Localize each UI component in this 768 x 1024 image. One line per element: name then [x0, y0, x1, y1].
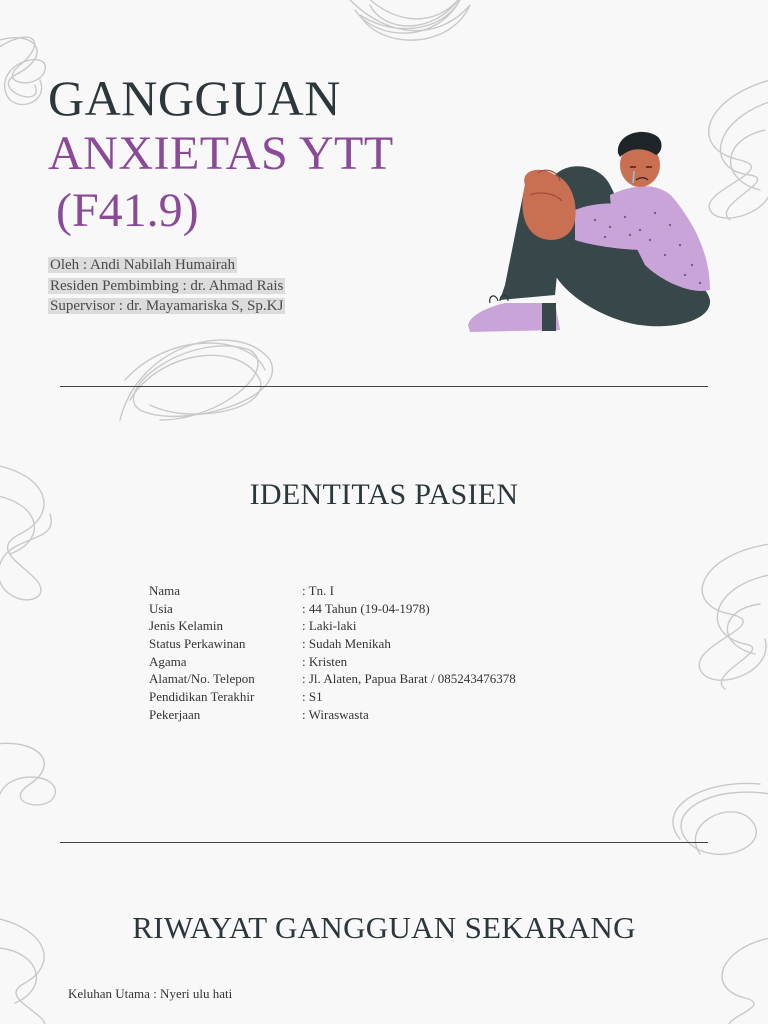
scribble-decoration-bottom-center [100, 300, 290, 432]
history-title: RIWAYAT GANGGUAN SEKARANG [132, 910, 636, 945]
identity-value: : S1 [302, 689, 323, 705]
identity-value: : Laki-laki [302, 618, 357, 634]
credit-resident [48, 276, 285, 297]
scribble-decoration-bottom-left [0, 734, 70, 824]
credit-author-text: Oleh : Andi Nabilah Humairah [50, 257, 235, 273]
slide2-divider [60, 842, 708, 843]
identity-value: : Wiraswasta [302, 706, 369, 722]
sad-person-illustration [460, 125, 720, 340]
credit-resident-text: Residen Pembimbing : dr. Ahmad Rais [50, 277, 284, 294]
scribble-decoration-left [0, 454, 70, 604]
credits-block [48, 255, 285, 317]
history-slide [0, 868, 768, 1024]
credit-author [48, 255, 285, 276]
identity-value: : Tn. I [302, 583, 334, 598]
scribble-decoration-right [670, 534, 768, 694]
scribble-decoration-bottom-right [650, 774, 768, 866]
credit-supervisor-text: Supervisor : dr. Mayamariska S, Sp.KJ [50, 298, 284, 314]
chief-complaint: Keluhan Utama : Nyeri ulu hati [68, 986, 233, 1001]
identity-title: IDENTITAS PASIEN [249, 478, 519, 511]
identity-value: : Kristen [302, 653, 348, 669]
credit-supervisor [48, 296, 285, 317]
identity-label: Status Perkawinan [149, 636, 246, 652]
title-line-anxietas: ANXIETAS YTT [48, 127, 394, 180]
title-slide [0, 0, 768, 432]
identity-slide [0, 434, 768, 866]
identity-label: Pendidikan Terakhir [149, 689, 255, 705]
identity-value: : Jl. Alaten, Papua Barat / 085243476378 [302, 671, 516, 687]
title-line-gangguan: GANGGUAN [48, 70, 341, 126]
identity-label: Alamat/No. Telepon [149, 671, 255, 687]
identity-label: Usia [149, 600, 173, 616]
identity-label: Nama [149, 583, 181, 598]
identity-label: Agama [149, 653, 187, 669]
identity-label: Pekerjaan [149, 706, 201, 722]
title-line-code: (F41.9) [56, 184, 199, 237]
slide1-divider [60, 386, 708, 387]
identity-value: : Sudah Menikah [302, 636, 391, 652]
scribble-decoration-top-center [340, 0, 480, 60]
identity-label: Jenis Kelamin [149, 618, 224, 634]
identity-value: : 44 Tahun (19-04-1978) [302, 600, 430, 616]
